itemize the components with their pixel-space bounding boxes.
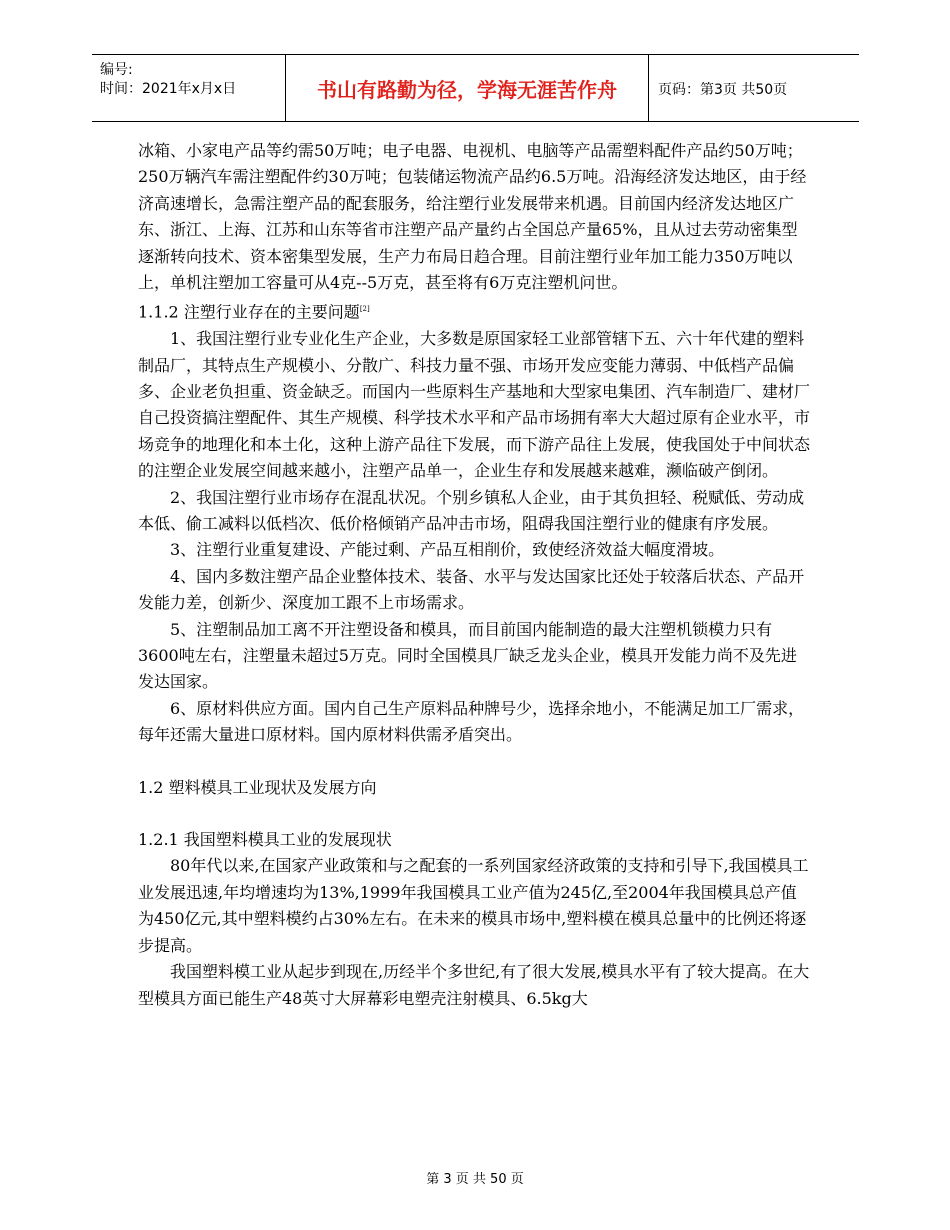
paragraph: 2、我国注塑行业市场存在混乱状况。个别乡镇私人企业，由于其负担轻、税赋低、劳动成本低、偷工减料以低档次、低价格倾销产品冲击市场，阻碍我国注塑行业的健康有序发展。 bbox=[138, 487, 805, 534]
page-footer: 第 3 页 共 50 页 bbox=[426, 1172, 524, 1187]
paragraph: 我国塑料模工业从起步到现在,历经半个多世纪,有了很大发展,模具水平有了较大提高。在大型模具方面已能生产48英寸大屏幕彩电塑壳注射模具、6.5kg大 bbox=[138, 962, 810, 1008]
paragraph: 冰箱、小家电产品等约需50万吨；电子电器、电视机、电脑等产品需塑料配件产品约50万吨；250万辆汽车需注塑配件约30万吨；包装储运物流产品约6.5万吨。沿海经济发达地区，由于经济高速增长，急需注塑产品的配套服务，给注塑行业发展带来机遇。目前国内经济发达地区广东、浙江、上海、江苏和山东等省市注塑产品产量约占全国总产量65%，且从过去劳动密集型逐渐转向技术、资本密集型发展，生产力布局日趋合理。目前注塑行业年加工能力350万吨以上，单机注塑加工容量可从4克--5万克，甚至将有6万克注塑机问世。 bbox=[138, 141, 807, 293]
paragraph: 1、我国注塑行业专业化生产企业，大多数是原国家轻工业部管辖下五、六十年代建的塑料制品厂，其特点生产规模小、分散广、科技力量不强、市场开发应变能力薄弱、中低档产品偏多、企业老负担重、资金缺乏。而国内一些原料生产基地和大型家电集团、汽车制造厂、建材厂自己投资搞注塑配件、其生产规模、科学技术水平和产品市场拥有率大大超过原有企业水平，市场竞争的地理化和本土化，这种上游产品往下发展，而下游产品往上发展，使我国处于中间状态的注塑企业发展空间越来越小，注塑产品单一，企业生存和发展越来越难，濒临破产倒闭。 bbox=[138, 329, 811, 481]
section-heading-1-2: 1.2 塑料模具工业现状及发展方向 bbox=[138, 777, 377, 797]
header-motto: 书山有路勤为径，学海无涯苦作舟 bbox=[285, 55, 649, 121]
page-header bbox=[92, 54, 859, 122]
paragraph: 5、注塑制品加工离不开注塑设备和模具，而目前国内能制造的最大注塑机锁模力只有3600吨左右，注塑量未超过5万克。同时全国模具厂缺乏龙头企业，模具开发能力尚不及先进发达国家。 bbox=[138, 619, 797, 692]
doc-id-label: 编号: bbox=[100, 62, 133, 78]
section-heading-1-2-1: 1.2.1 我国塑料模具工业的发展现状 bbox=[138, 830, 392, 850]
paragraph: 80年代以来,在国家产业政策和与之配套的一系列国家经济政策的支持和引导下,我国模具工业发展迅速,年均增速均为13%,1999年我国模具工业产值为245亿,至2004年我国模具总产值为450亿元,其中塑料模约占30%左右。在未来的模具市场中,塑料模在模具总量中的比例还将逐步提高。 bbox=[138, 856, 809, 955]
paragraph: 4、国内多数注塑产品企业整体技术、装备、水平与发达国家比还处于较落后状态、产品开发能力差，创新少、深度加工跟不上市场需求。 bbox=[138, 566, 805, 613]
header-page-label: 页码：第3页 共50页 bbox=[658, 82, 788, 98]
doc-date-label: 时间：2021年x月x日 bbox=[100, 81, 237, 97]
paragraph: 3、注塑行业重复建设、产能过剩、产品互相削价，致使经济效益大幅度滑坡。 bbox=[170, 540, 725, 560]
paragraph: 6、原材料供应方面。国内自己生产原料品种牌号少，选择余地小，不能满足加工厂需求，每年还需大量进口原材料。国内原材料供需矛盾突出。 bbox=[138, 698, 805, 745]
header-meta bbox=[100, 61, 236, 99]
citation-ref: [2] bbox=[359, 305, 370, 314]
document-body bbox=[138, 138, 810, 1012]
section-heading-1-1-2: 1.1.2 注塑行业存在的主要问题[2] bbox=[138, 302, 370, 322]
